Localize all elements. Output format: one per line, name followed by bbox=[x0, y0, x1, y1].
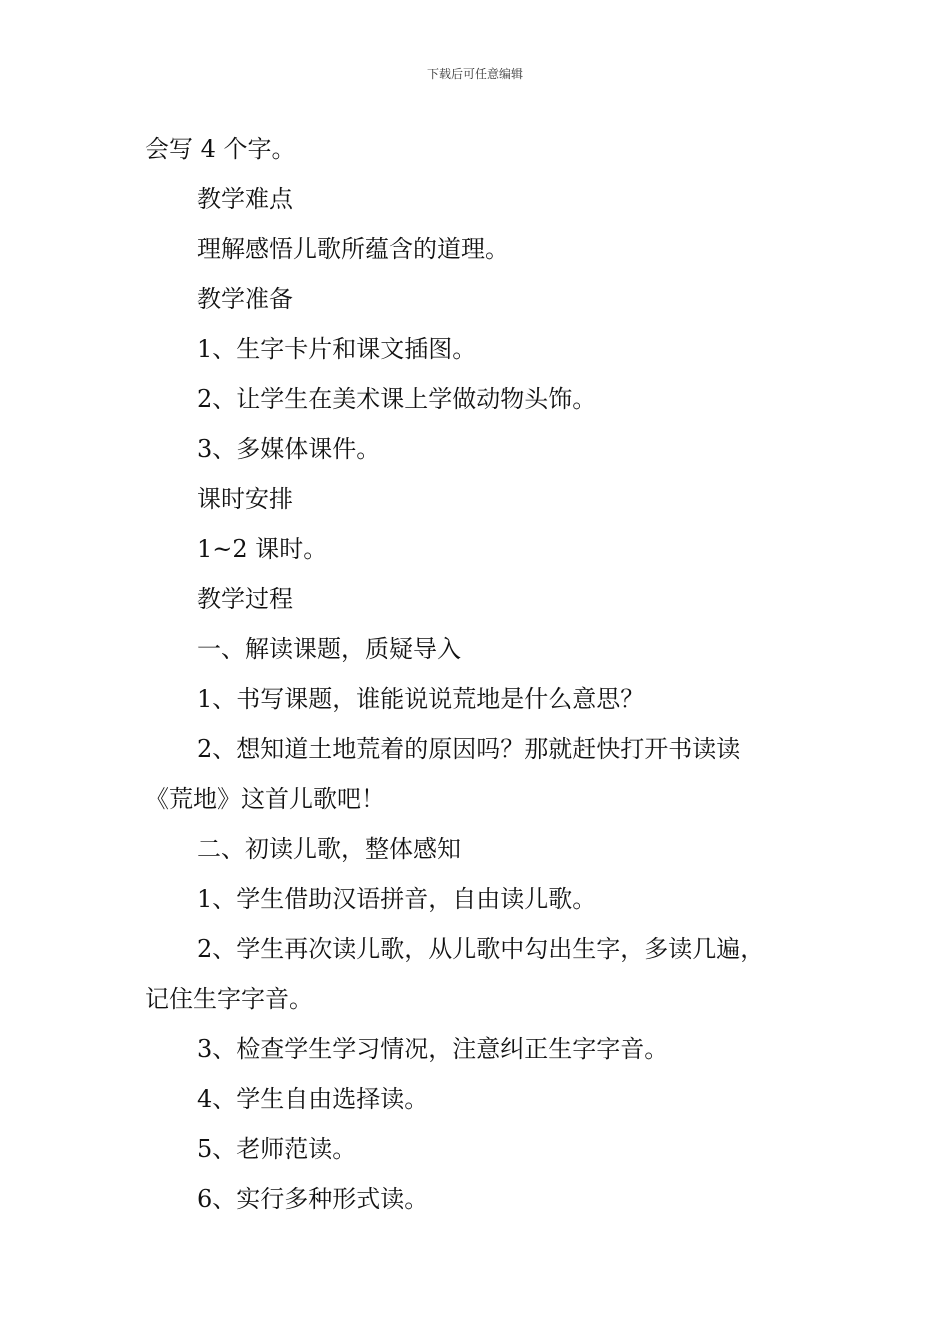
list-item: 2、学生再次读儿歌，从儿歌中勾出生字，多读几遍， bbox=[197, 935, 765, 963]
list-item: 3、多媒体课件。 bbox=[197, 435, 381, 463]
subsection-heading: 二、初读儿歌，整体感知 bbox=[197, 835, 461, 863]
list-item-continuation: 记住生字字音。 bbox=[145, 985, 313, 1013]
list-item: 6、实行多种形式读。 bbox=[197, 1185, 429, 1213]
page-header: 下载后可任意编辑 bbox=[426, 67, 523, 81]
list-item: 1、学生借助汉语拼音，自由读儿歌。 bbox=[197, 885, 597, 913]
list-item: 5、老师范读。 bbox=[197, 1135, 357, 1163]
paragraph-line: 理解感悟儿歌所蕴含的道理。 bbox=[197, 235, 509, 263]
document-body bbox=[145, 124, 825, 1224]
list-item: 4、学生自由选择读。 bbox=[197, 1085, 429, 1113]
section-heading: 教学难点 bbox=[197, 185, 293, 213]
list-item: 2、让学生在美术课上学做动物头饰。 bbox=[197, 385, 597, 413]
list-item-continuation: 《荒地》这首儿歌吧！ bbox=[145, 785, 385, 813]
section-heading: 课时安排 bbox=[197, 485, 293, 513]
list-item: 3、检查学生学习情况，注意纠正生字字音。 bbox=[197, 1035, 669, 1063]
section-heading: 教学过程 bbox=[197, 585, 293, 613]
subsection-heading: 一、解读课题，质疑导入 bbox=[197, 635, 461, 663]
paragraph-line: 1~2 课时。 bbox=[197, 535, 328, 563]
list-item: 2、想知道土地荒着的原因吗？那就赶快打开书读读 bbox=[197, 735, 741, 763]
paragraph-line: 会写 4 个字。 bbox=[145, 135, 296, 163]
list-item: 1、生字卡片和课文插图。 bbox=[197, 335, 477, 363]
list-item: 1、书写课题，谁能说说荒地是什么意思？ bbox=[197, 685, 645, 713]
section-heading: 教学准备 bbox=[197, 285, 293, 313]
